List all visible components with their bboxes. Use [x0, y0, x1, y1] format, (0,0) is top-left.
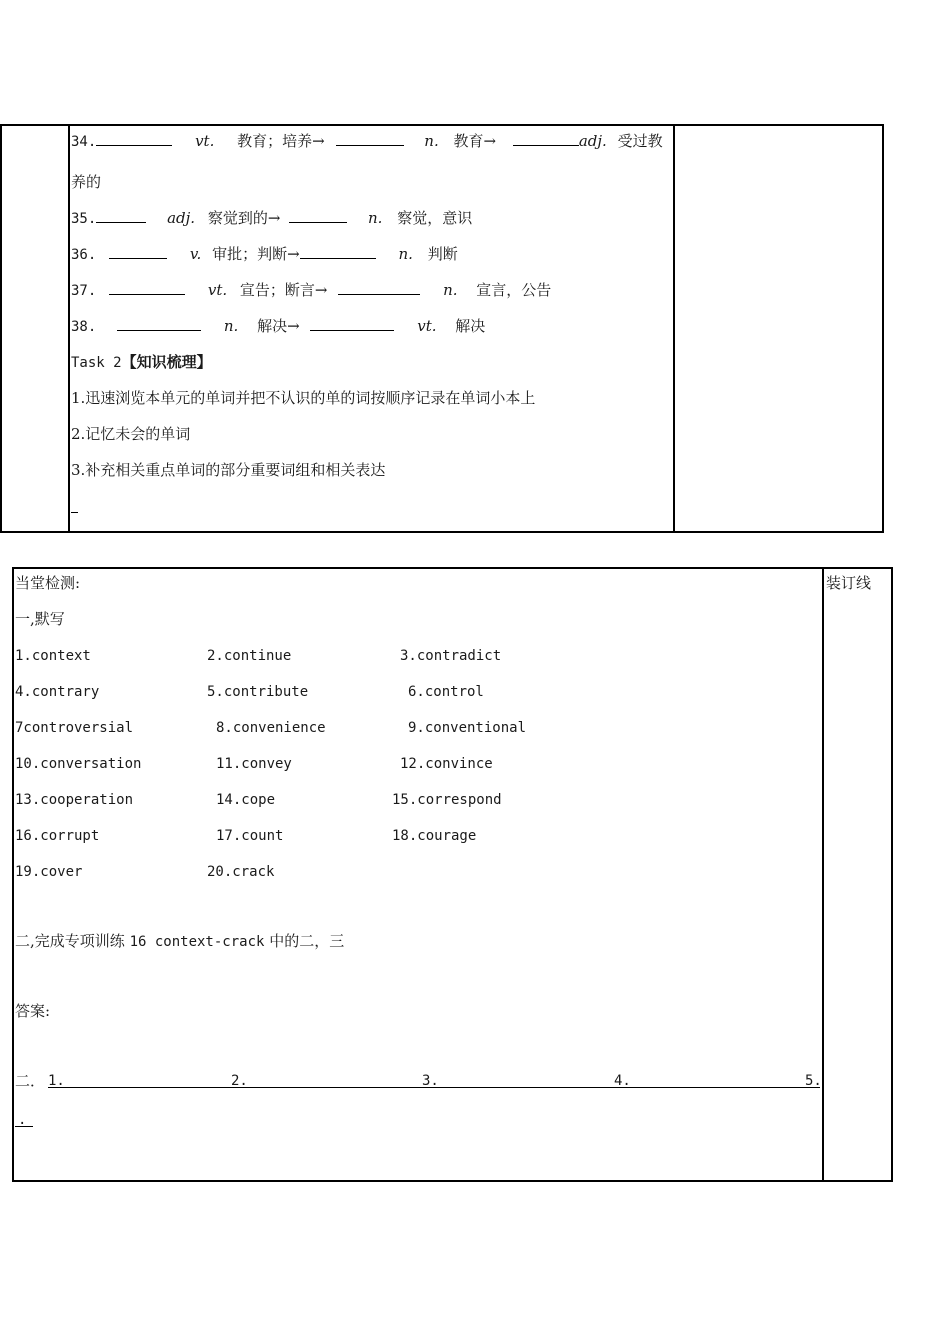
meaning: 宣言，公告 — [476, 281, 552, 299]
task2-prefix: Task 2 — [71, 355, 122, 371]
dictation-word: 20.crack — [207, 864, 275, 880]
part2-instruction — [15, 931, 344, 952]
part-of-speech: vt. — [417, 317, 437, 335]
dictation-word: 9.conventional — [408, 720, 527, 736]
part2-code: 16 context-crack — [129, 934, 265, 950]
answer-blank[interactable] — [338, 280, 420, 295]
vocab-row-37 — [71, 280, 551, 301]
vocab-row-35 — [71, 208, 472, 229]
dictation-word: 2.continue — [207, 648, 292, 664]
part-of-speech: adj. — [578, 132, 607, 150]
part-of-speech: n. — [223, 317, 239, 335]
answer-number: 5. — [805, 1073, 822, 1089]
top-table-divider-right — [673, 124, 675, 533]
dictation-word: 16.corrupt — [15, 828, 100, 844]
answer-blank[interactable] — [96, 208, 146, 223]
dictation-word: 19.cover — [15, 864, 83, 880]
top-table-divider-left — [68, 124, 70, 533]
dictation-word: 14.cope — [216, 792, 276, 808]
answer-blank[interactable] — [513, 131, 579, 146]
answer-tail-underline[interactable] — [15, 1126, 33, 1127]
text-cursor — [71, 512, 78, 513]
answer-blank[interactable] — [96, 131, 172, 146]
vocab-row-36 — [71, 244, 458, 265]
test-table-divider — [822, 567, 824, 1182]
dictation-word: 4.contrary — [15, 684, 100, 700]
meaning: 解决→ — [257, 317, 300, 335]
part-of-speech: v. — [189, 245, 202, 263]
part1-title: 一,默写 — [15, 610, 65, 628]
dictation-word: 13.cooperation — [15, 792, 134, 808]
answer-tail: . — [18, 1112, 27, 1128]
vocab-row-34-cont — [71, 172, 101, 192]
dictation-word: 8.convenience — [216, 720, 326, 736]
dictation-word: 10.conversation — [15, 756, 142, 772]
answer-prefix: 二． — [15, 1072, 46, 1090]
meaning: 养的 — [71, 173, 102, 191]
part-of-speech: n. — [398, 245, 413, 263]
dictation-word: 17.count — [216, 828, 284, 844]
test-heading: 当堂检测: — [15, 574, 81, 592]
task2-item: 1.迅速浏览本单元的单词并把不认识的单的词按顺序记录在单词小本上 — [71, 389, 536, 407]
vocab-num: 38. — [71, 319, 97, 335]
vocab-num: 36. — [71, 247, 97, 263]
part-of-speech: n. — [424, 132, 439, 150]
meaning: 察觉，意识 — [397, 209, 473, 227]
dictation-word: 5.contribute — [207, 684, 309, 700]
task2-item: 2.记忆未会的单词 — [71, 425, 191, 443]
vocab-row-34 — [71, 131, 663, 152]
answer-blank[interactable] — [289, 208, 347, 223]
part-of-speech: n. — [367, 209, 383, 227]
binding-line-label: 装订线 — [826, 574, 872, 592]
task2-heading — [71, 352, 212, 373]
meaning: 宣告；断言→ — [239, 281, 328, 299]
part-of-speech: adj. — [167, 209, 196, 227]
vocab-row-38 — [71, 316, 485, 337]
dictation-word: 18.courage — [392, 828, 477, 844]
part2-suffix: 中的二，三 — [269, 932, 345, 950]
vocab-num: 37. — [71, 283, 97, 299]
dictation-word: 15.correspond — [392, 792, 502, 808]
answer-number: 3. — [422, 1073, 439, 1089]
answer-blank[interactable] — [109, 280, 185, 295]
answer-blank[interactable] — [336, 131, 404, 146]
meaning: 察觉到的→ — [207, 209, 281, 227]
meaning: 判断 — [427, 245, 458, 263]
answer-number: 2. — [231, 1073, 248, 1089]
part-of-speech: vt. — [207, 281, 228, 299]
part-of-speech: n. — [443, 281, 458, 299]
answer-blank[interactable] — [300, 244, 376, 259]
task2-title: 【知识梳理】 — [121, 353, 212, 371]
vocab-num: 34. — [71, 134, 97, 150]
task2-item: 3.补充相关重点单词的部分重要词组和相关表达 — [71, 461, 386, 479]
answer-blank[interactable] — [109, 244, 167, 259]
meaning: 受过教 — [617, 132, 663, 150]
answer-label: 答案: — [15, 1002, 51, 1020]
answer-blank[interactable] — [310, 316, 394, 331]
part2-prefix: 二,完成专项训练 — [15, 932, 125, 950]
dictation-word: 1.context — [15, 648, 91, 664]
dictation-word: 7controversial — [15, 720, 134, 736]
meaning: 审批；判断→ — [212, 245, 300, 263]
answer-blank[interactable] — [117, 316, 201, 331]
dictation-word: 12.convince — [400, 756, 493, 772]
answer-number: 4. — [614, 1073, 631, 1089]
dictation-word: 3.contradict — [400, 648, 502, 664]
part-of-speech: vt. — [195, 132, 215, 150]
dictation-word: 6.control — [408, 684, 484, 700]
meaning: 教育→ — [453, 132, 497, 150]
vocab-num: 35. — [71, 211, 97, 227]
meaning: 教育；培养→ — [237, 132, 325, 150]
meaning: 解决 — [455, 317, 486, 335]
answer-number: 1. — [48, 1073, 65, 1089]
dictation-word: 11.convey — [216, 756, 292, 772]
